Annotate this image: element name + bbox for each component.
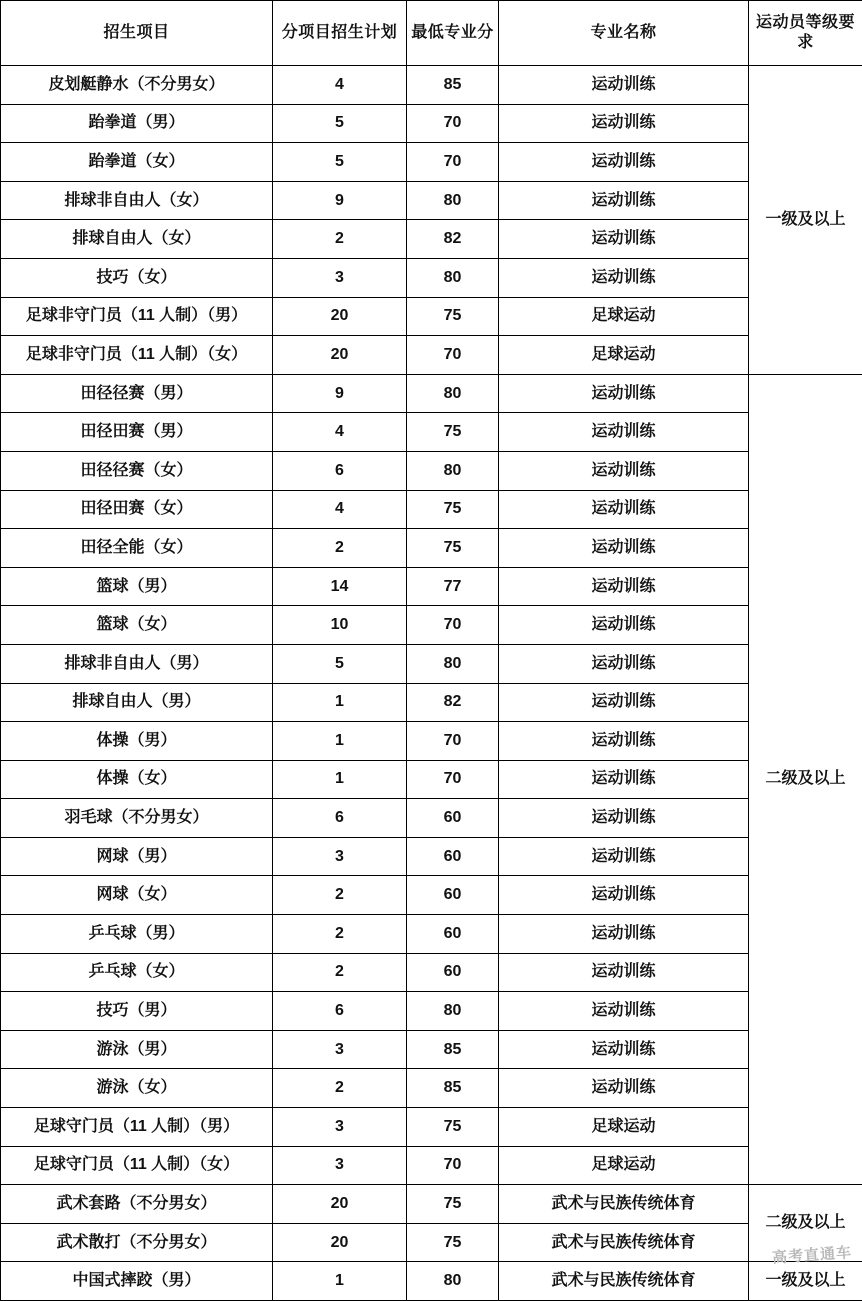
cell-plan: 9 <box>273 181 407 220</box>
cell-program: 羽毛球（不分男女） <box>1 799 273 838</box>
cell-program: 体操（男） <box>1 722 273 761</box>
cell-plan: 20 <box>273 297 407 336</box>
table-row <box>1 1262 862 1301</box>
cell-program: 排球非自由人（女） <box>1 181 273 220</box>
cell-program: 乒乓球（女） <box>1 953 273 992</box>
cell-score: 75 <box>407 297 499 336</box>
cell-plan: 1 <box>273 1262 407 1301</box>
table-row <box>1 1069 862 1108</box>
cell-major: 足球运动 <box>499 297 749 336</box>
column-header-score: 最低专业分 <box>407 1 499 66</box>
cell-program: 足球非守门员（11 人制）（男） <box>1 297 273 336</box>
cell-plan: 3 <box>273 1030 407 1069</box>
cell-program: 体操（女） <box>1 760 273 799</box>
cell-program: 跆拳道（男） <box>1 104 273 143</box>
table-row <box>1 181 862 220</box>
cell-program: 网球（女） <box>1 876 273 915</box>
column-header-level: 运动员等级要求 <box>749 1 862 66</box>
cell-plan: 4 <box>273 66 407 105</box>
cell-score: 75 <box>407 1223 499 1262</box>
table-row <box>1 529 862 568</box>
cell-plan: 4 <box>273 413 407 452</box>
cell-major: 足球运动 <box>499 1108 749 1147</box>
cell-program: 游泳（女） <box>1 1069 273 1108</box>
cell-score: 75 <box>407 413 499 452</box>
cell-program: 足球非守门员（11 人制）（女） <box>1 336 273 375</box>
table-row <box>1 1108 862 1147</box>
cell-score: 80 <box>407 992 499 1031</box>
cell-score: 60 <box>407 953 499 992</box>
cell-plan: 10 <box>273 606 407 645</box>
cell-plan: 3 <box>273 1108 407 1147</box>
table-body <box>1 66 862 1301</box>
column-header-plan: 分项目招生计划 <box>273 1 407 66</box>
cell-program: 技巧（女） <box>1 258 273 297</box>
cell-plan: 2 <box>273 529 407 568</box>
cell-major: 运动训练 <box>499 451 749 490</box>
cell-program: 田径田赛（男） <box>1 413 273 452</box>
cell-plan: 2 <box>273 915 407 954</box>
cell-score: 75 <box>407 1108 499 1147</box>
cell-score: 70 <box>407 722 499 761</box>
cell-program: 中国式摔跤（男） <box>1 1262 273 1301</box>
cell-program: 皮划艇静水（不分男女） <box>1 66 273 105</box>
cell-plan: 1 <box>273 722 407 761</box>
cell-score: 80 <box>407 181 499 220</box>
cell-major: 运动训练 <box>499 953 749 992</box>
cell-plan: 20 <box>273 1185 407 1224</box>
cell-program: 足球守门员（11 人制）（女） <box>1 1146 273 1185</box>
cell-major: 足球运动 <box>499 1146 749 1185</box>
cell-program: 技巧（男） <box>1 992 273 1031</box>
table-row <box>1 104 862 143</box>
table-row <box>1 1185 862 1224</box>
cell-major: 运动训练 <box>499 644 749 683</box>
cell-program: 游泳（男） <box>1 1030 273 1069</box>
cell-program: 田径全能（女） <box>1 529 273 568</box>
table-row <box>1 451 862 490</box>
cell-program: 篮球（男） <box>1 567 273 606</box>
cell-major: 运动训练 <box>499 760 749 799</box>
cell-score: 80 <box>407 258 499 297</box>
cell-program: 篮球（女） <box>1 606 273 645</box>
cell-score: 77 <box>407 567 499 606</box>
cell-major: 运动训练 <box>499 374 749 413</box>
cell-program: 乒乓球（男） <box>1 915 273 954</box>
table-row <box>1 799 862 838</box>
cell-score: 60 <box>407 876 499 915</box>
cell-major: 运动训练 <box>499 181 749 220</box>
cell-major: 武术与民族传统体育 <box>499 1185 749 1224</box>
cell-program: 排球自由人（男） <box>1 683 273 722</box>
cell-score: 60 <box>407 837 499 876</box>
table-row <box>1 220 862 259</box>
watermark: 高考直通车 <box>771 1241 852 1268</box>
cell-score: 75 <box>407 1185 499 1224</box>
table-row <box>1 837 862 876</box>
table-row <box>1 876 862 915</box>
cell-score: 75 <box>407 529 499 568</box>
cell-plan: 2 <box>273 220 407 259</box>
cell-program: 田径径赛（男） <box>1 374 273 413</box>
table-row <box>1 760 862 799</box>
cell-plan: 6 <box>273 992 407 1031</box>
table-row <box>1 1030 862 1069</box>
table-row <box>1 915 862 954</box>
column-header-program: 招生项目 <box>1 1 273 66</box>
cell-major: 武术与民族传统体育 <box>499 1262 749 1301</box>
cell-plan: 4 <box>273 490 407 529</box>
cell-score: 85 <box>407 1069 499 1108</box>
cell-major: 足球运动 <box>499 336 749 375</box>
cell-major: 运动训练 <box>499 606 749 645</box>
cell-major: 运动训练 <box>499 529 749 568</box>
cell-plan: 14 <box>273 567 407 606</box>
cell-major: 运动训练 <box>499 490 749 529</box>
table-row <box>1 644 862 683</box>
cell-plan: 3 <box>273 258 407 297</box>
cell-plan: 3 <box>273 1146 407 1185</box>
cell-score: 80 <box>407 374 499 413</box>
table-row <box>1 606 862 645</box>
cell-major: 运动训练 <box>499 799 749 838</box>
cell-score: 70 <box>407 606 499 645</box>
cell-plan: 6 <box>273 799 407 838</box>
cell-major: 运动训练 <box>499 413 749 452</box>
cell-major: 武术与民族传统体育 <box>499 1223 749 1262</box>
cell-major: 运动训练 <box>499 683 749 722</box>
cell-athlete-level: 一级及以上 <box>749 66 862 375</box>
cell-major: 运动训练 <box>499 1069 749 1108</box>
cell-major: 运动训练 <box>499 992 749 1031</box>
column-header-major: 专业名称 <box>499 1 749 66</box>
cell-plan: 3 <box>273 837 407 876</box>
table-row <box>1 258 862 297</box>
cell-plan: 1 <box>273 760 407 799</box>
cell-score: 85 <box>407 66 499 105</box>
cell-score: 80 <box>407 451 499 490</box>
table-row <box>1 374 862 413</box>
table-row <box>1 336 862 375</box>
cell-plan: 5 <box>273 143 407 182</box>
table-row <box>1 297 862 336</box>
table-header <box>1 1 862 66</box>
table-row <box>1 1146 862 1185</box>
cell-major: 运动训练 <box>499 66 749 105</box>
table-row <box>1 490 862 529</box>
cell-program: 排球非自由人（男） <box>1 644 273 683</box>
cell-score: 70 <box>407 336 499 375</box>
cell-plan: 5 <box>273 104 407 143</box>
cell-score: 80 <box>407 644 499 683</box>
table-row <box>1 66 862 105</box>
cell-major: 运动训练 <box>499 1030 749 1069</box>
cell-score: 60 <box>407 915 499 954</box>
cell-score: 82 <box>407 683 499 722</box>
cell-plan: 2 <box>273 953 407 992</box>
cell-plan: 20 <box>273 1223 407 1262</box>
cell-plan: 2 <box>273 876 407 915</box>
cell-athlete-level: 二级及以上 <box>749 1185 862 1262</box>
table-row <box>1 953 862 992</box>
cell-major: 运动训练 <box>499 722 749 761</box>
table-row <box>1 992 862 1031</box>
cell-score: 82 <box>407 220 499 259</box>
cell-plan: 1 <box>273 683 407 722</box>
cell-major: 运动训练 <box>499 104 749 143</box>
cell-major: 运动训练 <box>499 915 749 954</box>
cell-major: 运动训练 <box>499 837 749 876</box>
cell-program: 排球自由人（女） <box>1 220 273 259</box>
cell-plan: 9 <box>273 374 407 413</box>
cell-program: 网球（男） <box>1 837 273 876</box>
cell-plan: 20 <box>273 336 407 375</box>
table-row <box>1 683 862 722</box>
table-row <box>1 413 862 452</box>
cell-plan: 2 <box>273 1069 407 1108</box>
cell-score: 70 <box>407 1146 499 1185</box>
cell-athlete-level: 一级及以上 <box>749 1262 862 1301</box>
table-row <box>1 143 862 182</box>
table-row <box>1 722 862 761</box>
cell-score: 60 <box>407 799 499 838</box>
cell-program: 田径径赛（女） <box>1 451 273 490</box>
cell-score: 70 <box>407 760 499 799</box>
table-row <box>1 1223 862 1262</box>
cell-program: 跆拳道（女） <box>1 143 273 182</box>
cell-program: 足球守门员（11 人制）（男） <box>1 1108 273 1147</box>
cell-major: 运动训练 <box>499 220 749 259</box>
cell-plan: 5 <box>273 644 407 683</box>
cell-major: 运动训练 <box>499 258 749 297</box>
cell-score: 70 <box>407 104 499 143</box>
cell-score: 85 <box>407 1030 499 1069</box>
table-row <box>1 567 862 606</box>
cell-major: 运动训练 <box>499 143 749 182</box>
cell-program: 武术套路（不分男女） <box>1 1185 273 1224</box>
cell-major: 运动训练 <box>499 567 749 606</box>
cell-score: 70 <box>407 143 499 182</box>
cell-score: 75 <box>407 490 499 529</box>
cell-program: 田径田赛（女） <box>1 490 273 529</box>
cell-score: 80 <box>407 1262 499 1301</box>
cell-athlete-level: 二级及以上 <box>749 374 862 1184</box>
cell-program: 武术散打（不分男女） <box>1 1223 273 1262</box>
cell-major: 运动训练 <box>499 876 749 915</box>
cell-plan: 6 <box>273 451 407 490</box>
table-header-row <box>1 1 862 66</box>
